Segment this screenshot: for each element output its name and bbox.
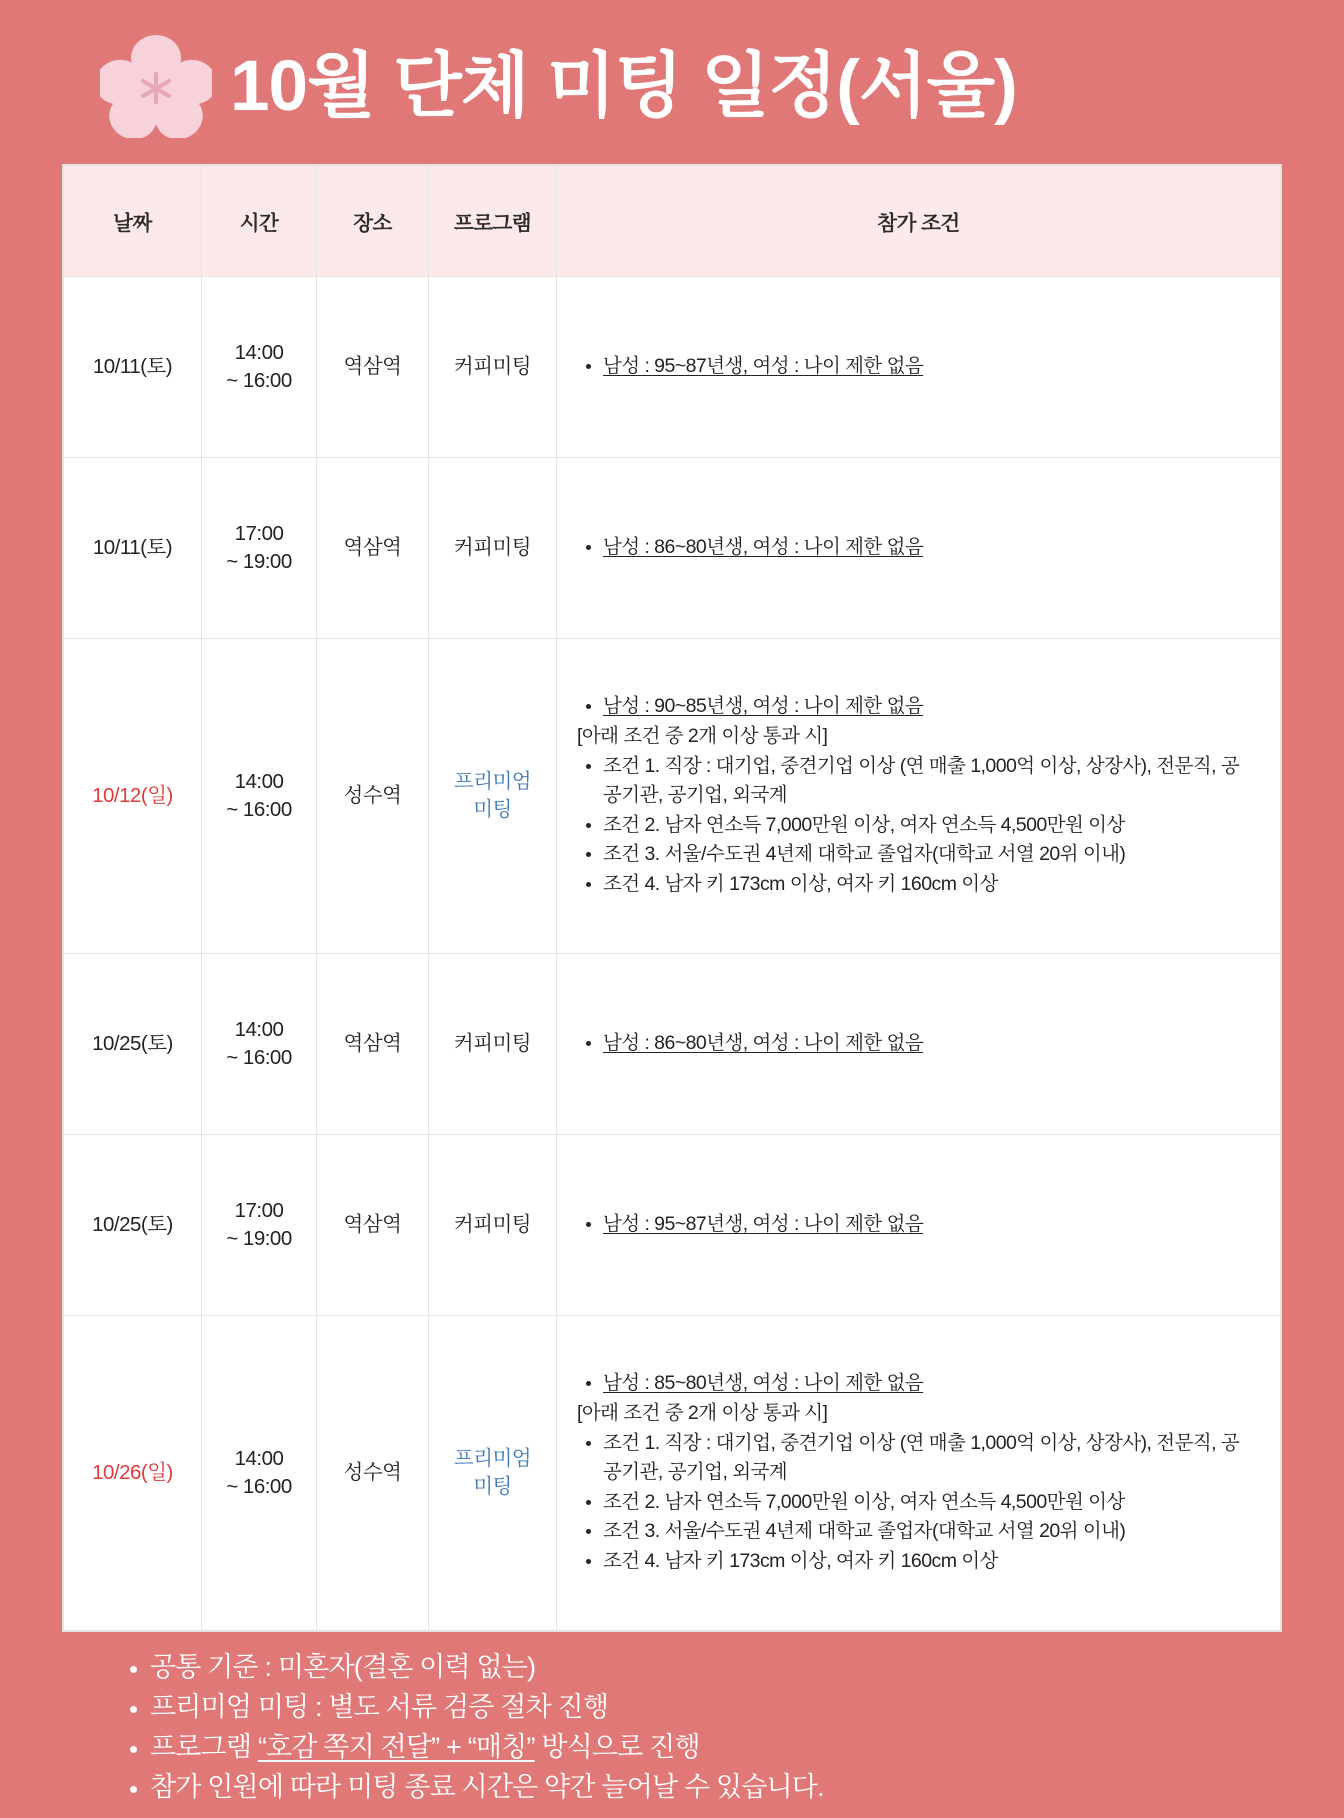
program-line-1: 프리미엄 [453,769,532,793]
cell-date: 10/26(일) [64,1316,202,1631]
note-item: • 프리미엄 미팅 : 별도 서류 검증 절차 진행 [150,1688,1282,1728]
condition-subnote: [아래 조건 중 2개 이상 통과 시] [577,724,828,747]
poster-header [62,26,1282,146]
condition-headline: 남성 : 85~80년생, 여성 : 나이 제한 없음 [603,1372,924,1395]
program-line-1: 프리미엄 [453,1446,532,1470]
schedule-table-wrapper [62,164,1282,1632]
condition-item: • 조건 3. 서울/수도권 4년제 대학교 졸업자(대학교 서열 20위 이내) [603,840,1254,870]
program-line-2: 미팅 [473,798,512,821]
cell-program [429,639,557,954]
table-row [64,639,1281,954]
condition-item: • 조건 1. 직장 : 대기업, 중견기업 이상 (연 매출 1,000억 이상, 상장사), 전문직, 공공기관, 공기업, 외국계 [603,752,1254,811]
cell-time [202,639,317,954]
column-header-date: 날짜 [64,166,202,277]
table-row [64,1316,1281,1631]
cherry-blossom-icon [100,34,212,138]
table-row [64,954,1281,1135]
time-start: 14:00 [234,769,284,793]
time-start: 14:00 [234,1446,284,1470]
note-suffix: 방식으로 진행 [534,1731,700,1762]
cell-place: 역삼역 [317,458,429,639]
column-header-program: 프로그램 [429,166,557,277]
cell-program: 커피미팅 [429,458,557,639]
table-row [64,1135,1281,1316]
cell-date: 10/12(일) [64,639,202,954]
time-end: ~ 16:00 [226,1475,292,1498]
note-item [150,1728,1282,1768]
condition-text: 남성 : 86~80년생, 여성 : 나이 제한 없음 [603,536,924,559]
cell-time [202,1316,317,1631]
column-header-time: 시간 [202,166,317,277]
time-start: 14:00 [234,340,284,364]
time-end: ~ 16:00 [226,798,292,821]
condition-text: 남성 : 95~87년생, 여성 : 나이 제한 없음 [603,355,924,378]
condition-item: • 조건 3. 서울/수도권 4년제 대학교 졸업자(대학교 서열 20위 이내) [603,1517,1254,1547]
cell-time [202,277,317,458]
time-start: 14:00 [234,1017,284,1041]
note-prefix: 프로그램 [150,1731,258,1762]
cell-place: 성수역 [317,1316,429,1631]
condition-item: • 조건 1. 직장 : 대기업, 중견기업 이상 (연 매출 1,000억 이상, 상장사), 전문직, 공공기관, 공기업, 외국계 [603,1429,1254,1488]
condition-headline: 남성 : 90~85년생, 여성 : 나이 제한 없음 [603,695,924,718]
cell-time [202,1135,317,1316]
cell-program [429,1316,557,1631]
cell-program: 커피미팅 [429,954,557,1135]
cell-program: 커피미팅 [429,1135,557,1316]
condition-item: • 조건 2. 남자 연소득 7,000만원 이상, 여자 연소득 4,500만원 이상 [603,811,1254,841]
cell-place: 역삼역 [317,1135,429,1316]
cell-place: 성수역 [317,639,429,954]
cell-place: 역삼역 [317,954,429,1135]
cell-conditions [557,1135,1281,1316]
condition-item: • 조건 2. 남자 연소득 7,000만원 이상, 여자 연소득 4,500만원 이상 [603,1488,1254,1518]
cell-date: 10/25(토) [64,954,202,1135]
table-row [64,458,1281,639]
cell-conditions [557,639,1281,954]
time-end: ~ 16:00 [226,369,292,392]
cell-conditions [557,1316,1281,1631]
time-end: ~ 16:00 [226,1046,292,1069]
condition-item: • 조건 4. 남자 키 173cm 이상, 여자 키 160cm 이상 [603,1547,1254,1577]
time-start: 17:00 [234,521,284,545]
schedule-table [63,165,1281,1631]
note-underlined: “호감 쪽지 전달” + “매칭” [257,1731,535,1762]
column-header-place: 장소 [317,166,429,277]
note-item: • 참가 인원에 따라 미팅 종료 시간은 약간 늘어날 수 있습니다. [150,1768,1282,1808]
footer-notes [62,1648,1282,1808]
cell-date: 10/11(토) [64,277,202,458]
table-header-row [64,166,1281,277]
cell-conditions [557,458,1281,639]
program-line-2: 미팅 [473,1475,512,1498]
condition-item: • 조건 4. 남자 키 173cm 이상, 여자 키 160cm 이상 [603,870,1254,900]
page-title: 10월 단체 미팅 일정(서울) [230,46,1017,126]
condition-subnote: [아래 조건 중 2개 이상 통과 시] [577,1401,828,1424]
table-row [64,277,1281,458]
cell-time [202,458,317,639]
column-header-conditions: 참가 조건 [557,166,1281,277]
condition-text: 남성 : 86~80년생, 여성 : 나이 제한 없음 [603,1032,924,1055]
cell-date: 10/25(토) [64,1135,202,1316]
cell-place: 역삼역 [317,277,429,458]
cell-date: 10/11(토) [64,458,202,639]
note-item: • 공통 기준 : 미혼자(결혼 이력 없는) [150,1648,1282,1688]
cell-conditions [557,277,1281,458]
time-end: ~ 19:00 [226,550,292,573]
condition-text: 남성 : 95~87년생, 여성 : 나이 제한 없음 [603,1213,924,1236]
time-start: 17:00 [234,1198,284,1222]
cell-conditions [557,954,1281,1135]
cell-time [202,954,317,1135]
cell-program: 커피미팅 [429,277,557,458]
time-end: ~ 19:00 [226,1227,292,1250]
